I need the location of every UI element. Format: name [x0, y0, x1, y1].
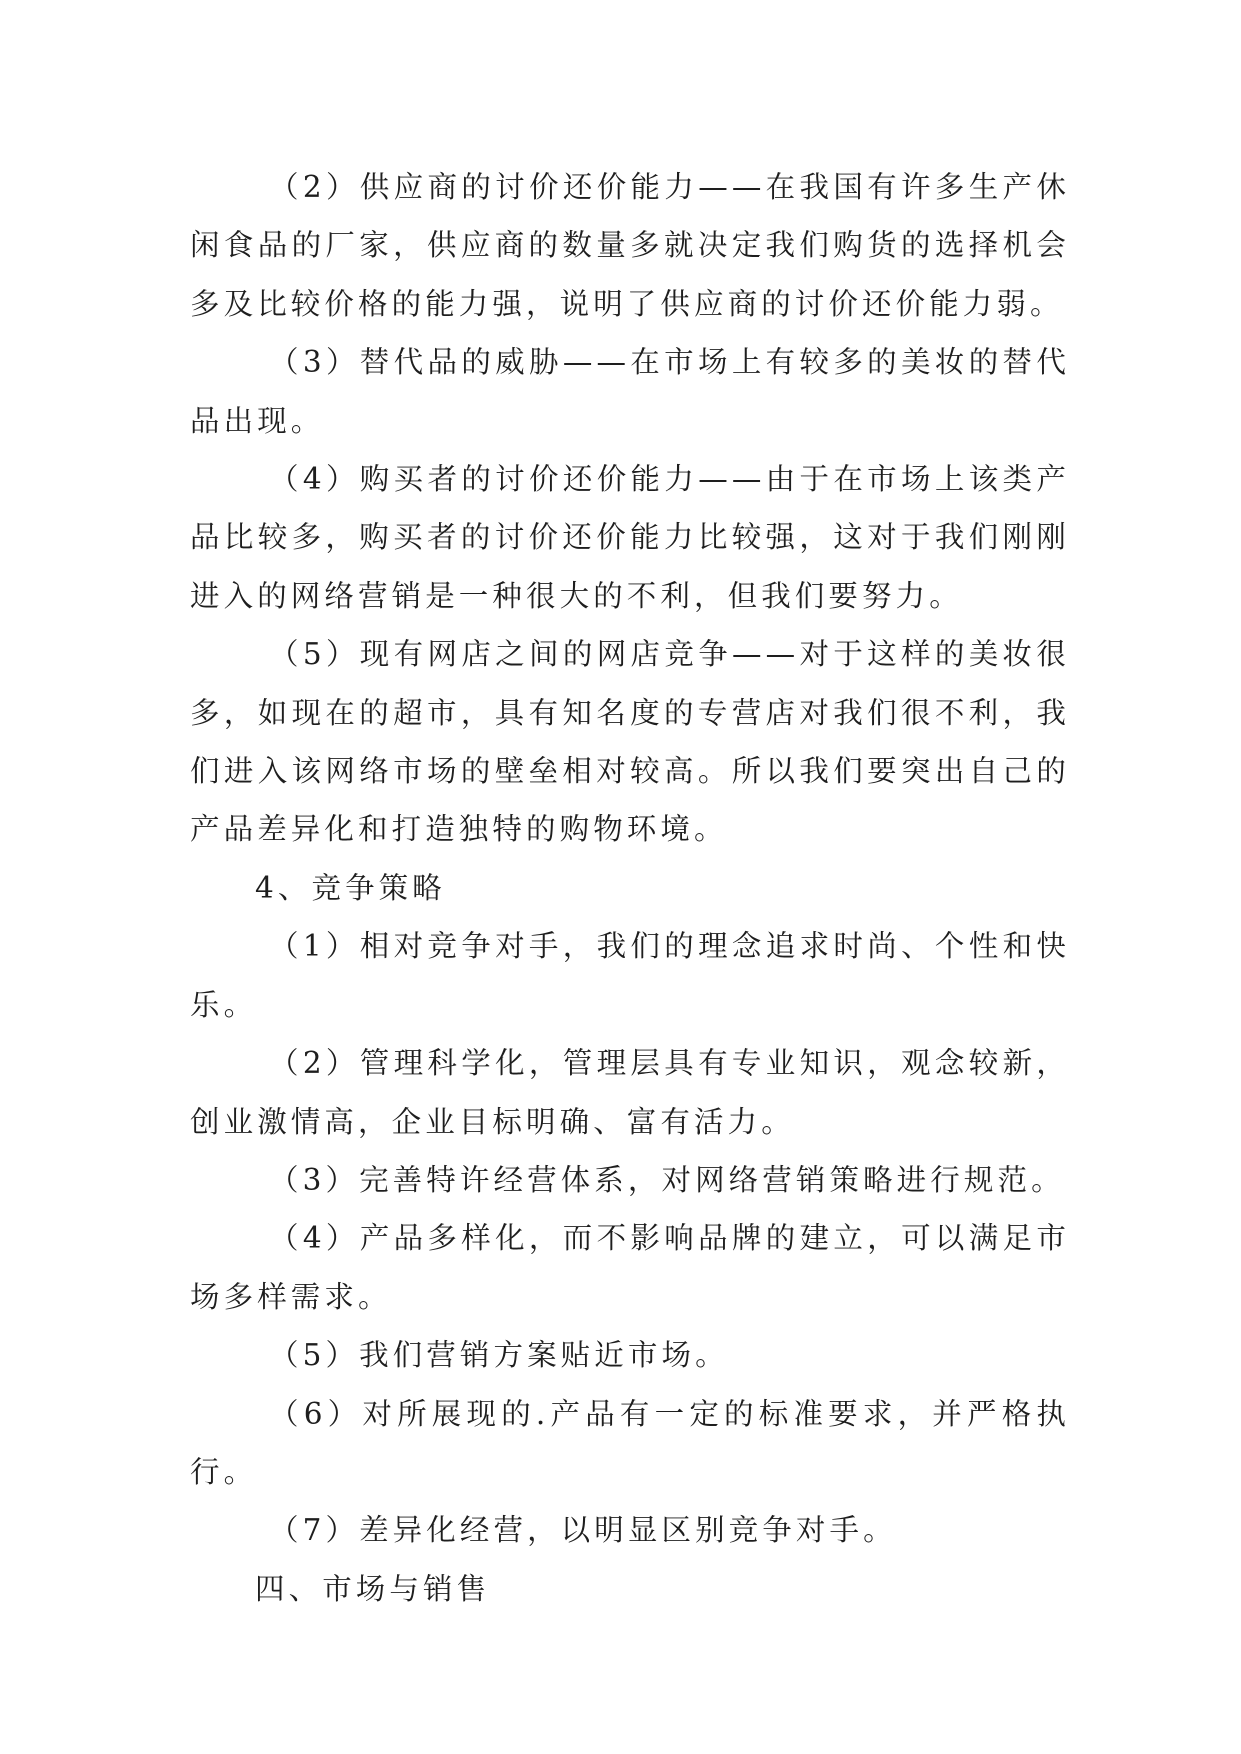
paragraph-strategy-4: （4）产品多样化，而不影响品牌的建立，可以满足市场多样需求。	[190, 1221, 1070, 1314]
paragraph-strategy-1: （1）相对竞争对手，我们的理念追求时尚、个性和快乐。	[190, 929, 1070, 1022]
paragraph-substitute-threat: （3）替代品的威胁——在市场上有较多的美妆的替代品出现。	[190, 345, 1070, 438]
paragraph-buyer-bargaining: （4）购买者的讨价还价能力——由于在市场上该类产品比较多，购买者的讨价还价能力比较强，这对于我们刚刚进入的网络营销是一种很大的不利，但我们要努力。	[190, 462, 1070, 613]
paragraph-strategy-2: （2）管理科学化，管理层具有专业知识，观念较新，创业激情高，企业目标明确、富有活力。	[190, 1046, 1070, 1139]
paragraph-supplier-bargaining: （2）供应商的讨价还价能力——在我国有许多生产休闲食品的厂家，供应商的数量多就决定我们购货的选择机会多及比较价格的能力强，说明了供应商的讨价还价能力弱。	[190, 170, 1070, 321]
document-page	[190, 158, 1070, 1618]
paragraph-existing-competition: （5）现有网店之间的网店竞争——对于这样的美妆很多，如现在的超市，具有知名度的专营店对我们很不利，我们进入该网络市场的壁垒相对较高。所以我们要突出自己的产品差异化和打造独特的购物环境。	[190, 637, 1070, 847]
paragraph-strategy-3: （3）完善特许经营体系，对网络营销策略进行规范。	[269, 1162, 1065, 1197]
section-heading-competition-strategy: 4、竞争策略	[255, 870, 446, 905]
section-heading-market-sales: 四、市场与销售	[255, 1571, 491, 1606]
paragraph-strategy-6: （6）对所展现的.产品有一定的标准要求，并严格执行。	[190, 1396, 1070, 1489]
paragraph-strategy-5: （5）我们营销方案贴近市场。	[269, 1338, 729, 1373]
paragraph-strategy-7: （7）差异化经营，以明显区别竞争对手。	[269, 1513, 897, 1548]
